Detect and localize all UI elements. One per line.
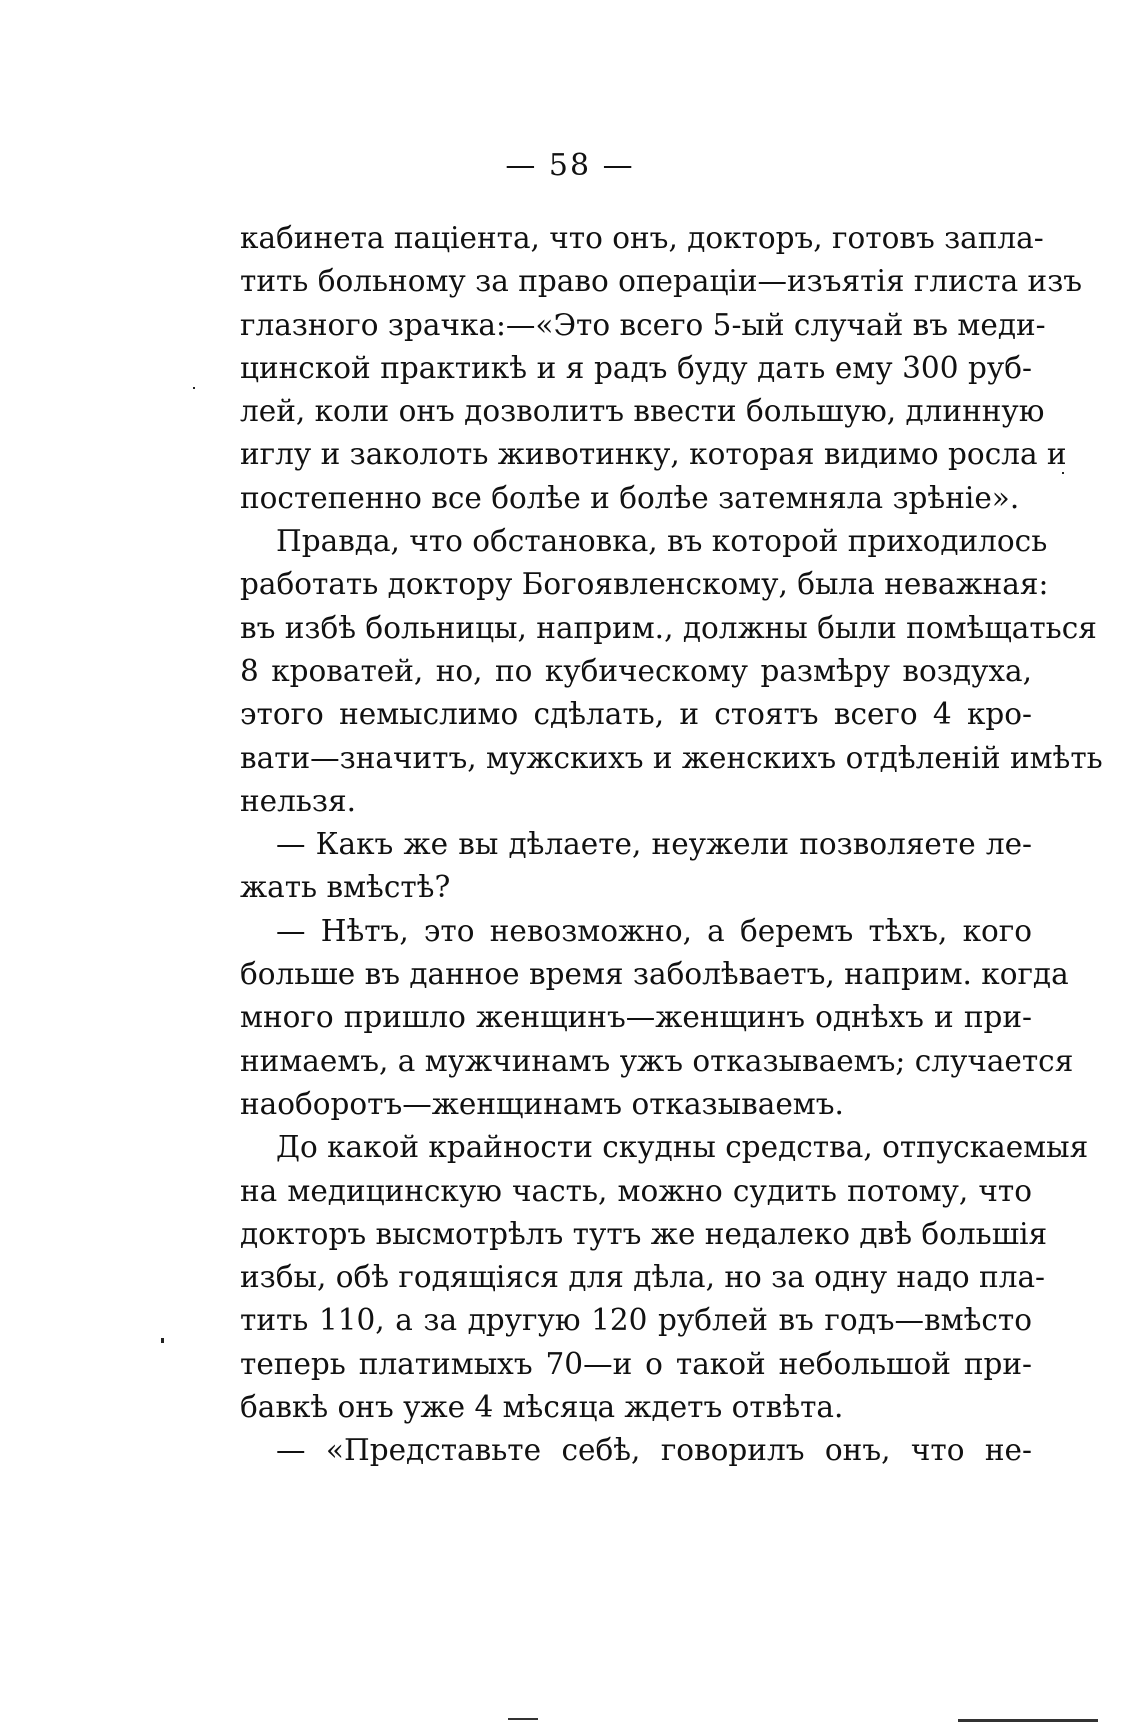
text-line: работать доктору Богоявленскому, была неважная:: [240, 567, 1049, 602]
scan-mark: [508, 1718, 538, 1720]
text-line: тить 110, а за другую 120 рублей въ годъ—вмѣсто: [240, 1303, 1032, 1338]
text-line: нельзя.: [240, 783, 356, 818]
text-line: жать вмѣстѣ?: [240, 870, 451, 905]
text-line: бавкѣ онъ уже 4 мѣсяца ждетъ отвѣта.: [240, 1390, 844, 1425]
scan-speck: [1062, 472, 1064, 474]
text-line: Правда, что обстановка, въ которой приходилось: [276, 524, 1048, 559]
text-line: этого немыслимо сдѣлать, и стоятъ всего 4 кро-: [240, 697, 1032, 732]
text-line: иглу и заколоть животинку, которая видимо росла и: [240, 437, 1067, 472]
scan-speck: [161, 1338, 164, 1343]
text-line: на медицинскую часть, можно судить потому, что: [240, 1173, 1032, 1208]
text-line: цинской практикѣ и я радъ буду дать ему 300 руб-: [240, 350, 1032, 385]
text-line: въ избѣ больницы, наприм., должны были помѣщаться: [240, 610, 1097, 645]
text-line: избы, обѣ годящiяся для дѣла, но за одну надо пла-: [240, 1260, 1046, 1295]
text-line: 8 кроватей, но, по кубическому размѣру воздуха,: [240, 653, 1032, 688]
text-line: До какой крайности скудны средства, отпускаемыя: [276, 1130, 1089, 1165]
text-line: тить больному за право операцiи—изъятiя глиста изъ: [240, 264, 1083, 299]
page-number: — 58 —: [505, 148, 635, 183]
text-line: больше въ данное время заболѣваетъ, наприм. когда: [240, 957, 1069, 992]
text-line: наоборотъ—женщинамъ отказываемъ.: [240, 1086, 844, 1121]
text-line: вати—значитъ, мужскихъ и женскихъ отдѣленiй имѣть: [240, 740, 1103, 775]
text-line: кабинета пацiента, что онъ, докторъ, готовъ запла-: [240, 221, 1044, 255]
text-line: теперь платимыхъ 70—и о такой небольшой при-: [240, 1346, 1032, 1381]
body-text: [240, 217, 1103, 1473]
text-line: докторъ высмотрѣлъ тутъ же недалеко двѣ большiя: [240, 1216, 1048, 1251]
text-line: лей, коли онъ дозволитъ ввести большую, длинную: [240, 394, 1045, 429]
text-line: нимаемъ, а мужчинамъ ужъ отказываемъ; случается: [240, 1043, 1074, 1078]
scan-mark: [958, 1719, 1098, 1722]
scan-speck: [193, 387, 195, 389]
text-line: — Какъ же вы дѣлаете, неужели позволяете ле-: [276, 827, 1032, 862]
text-line: много пришло женщинъ—женщинъ однѣхъ и при-: [240, 1000, 1032, 1035]
text-line: постепенно все болѣе и болѣе затемняла зрѣнiе».: [240, 480, 1020, 515]
text-line: глазного зрачка:—«Это всего 5-ый случай въ меди-: [240, 307, 1046, 342]
text-line: — «Представьте себѣ, говорилъ онъ, что не-: [276, 1433, 1032, 1468]
text-line: — Нѣтъ, это невозможно, а беремъ тѣхъ, кого: [276, 913, 1032, 948]
